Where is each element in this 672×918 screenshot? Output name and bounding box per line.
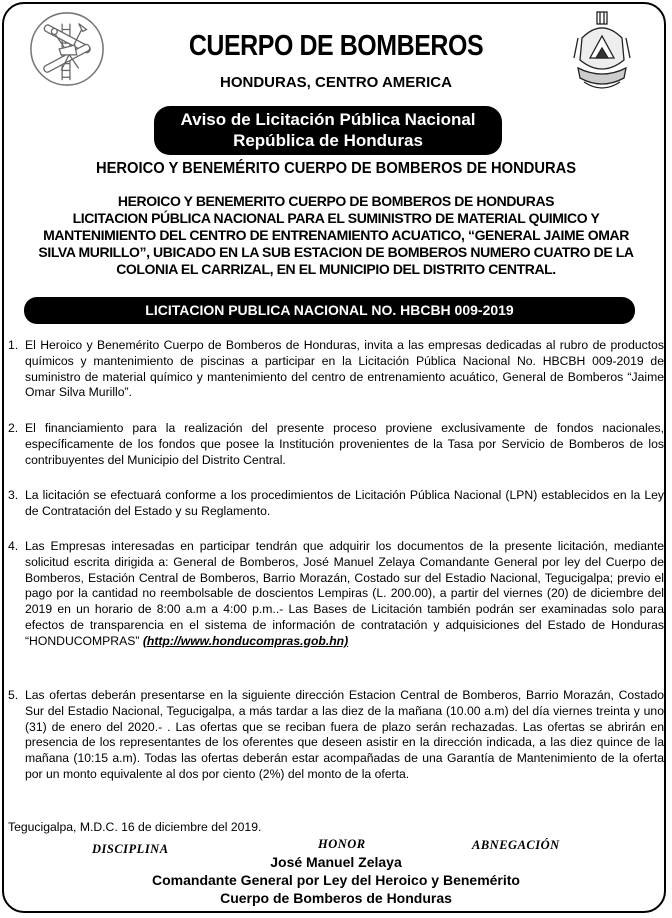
notice-banner-line2: República de Honduras	[233, 131, 423, 150]
signatory-title-line1: Comandante General por Ley del Heroico y Benemérito	[152, 872, 520, 888]
paragraph-text: Las ofertas deberán presentarse en la siguiente dirección Estacion Central de Bomberos, Barrio Morazán, Costado Sur del Estadio Nacional, Tegucigalpa, a más tardar a las diez de la mañana (10.00 a.m) del día viernes treinta y uno (31) de enero del 2020.- . Las ofertas que se reciban fuera de plazo serán rechazadas. Las ofertas se abrirán en presencia de los representantes de los oferentes que deseen asistir en la dirección indicada, a las diez quince de la mañana (10:15 a.m). Todas las ofertas deberán estar acompañadas de una Garantía de Mantenimiento de la oferta por un monto equivalente al dos por ciento (2%) del monto de la oferta.	[25, 688, 664, 781]
honducompras-link[interactable]: (http://www.honducompras.gob.hn)	[142, 633, 349, 648]
motto-disciplina: DISCIPLINA	[92, 842, 169, 856]
paragraph-body: Las Empresas interesadas en participar tendrán que adquirir los documentos de la presente licitación, mediante solicitud escrita dirigida a: General de Bomberos, José Manuel Zelaya Comandante General por ley del Cuerpo de Bomberos, Estación Central de Bomberos, Barrio Morazán, Costado sur del Estadio Nacional, Tegucigalpa; previo el pago por la cantidad no reembolsable de doscientos Lempiras (L. 200.00), a partir del viernes (20) de diciembre del 2019 en un horario de 8:00 a.m a 4:00 p.m..- Las Bases de Licitación también podrán ser examinadas solo para efectos de transparencia en el sistema de información de contratación y adquisiciones del Estado de Honduras “HONDUCOMPRAS”	[25, 539, 664, 648]
paragraph-text: El financiamiento para la realización del presente proceso proviene exclusivamente de fondos nacionales, específicamente de los fondos que posee la Institución provenientes de la Tasa por Servicio de Bomberos de los contribuyentes del Municipio del Distrito Central.	[25, 421, 664, 467]
paragraph-3	[8, 488, 664, 520]
motto-honor: HONOR	[318, 837, 366, 851]
notice-banner-line1: Aviso de Licitación Pública Nacional	[180, 110, 476, 129]
tender-heading-line: SILVA MURILLO”, UBICADO EN LA SUB ESTACION DE BOMBEROS NUMERO CUATRO DE LA	[38, 244, 634, 260]
place-and-date: Tegucigalpa, M.D.C. 16 de diciembre del 2019.	[8, 820, 262, 834]
paragraph-number: 2.	[8, 421, 19, 435]
tender-heading-line: LICITACION PÚBLICA NACIONAL PARA EL SUMINISTRO DE MATERIAL QUIMICO Y	[72, 210, 600, 226]
paragraph-number: 1.	[8, 338, 19, 352]
signatory-title-line2: Cuerpo de Bomberos de Honduras	[220, 890, 452, 906]
signatory-name: José Manuel Zelaya	[270, 854, 402, 870]
paragraph-text	[25, 539, 664, 650]
paragraph-5	[8, 688, 664, 783]
motto-abnegacion: ABNEGACIÓN	[472, 838, 560, 852]
tender-heading-line: COLONIA EL CARRIZAL, EN EL MUNICIPIO DEL DISTRITO CENTRAL.	[116, 261, 556, 277]
organization-subtitle: HONDURAS, CENTRO AMERICA	[220, 74, 452, 91]
paragraph-text: La licitación se efectuará conforme a los procedimientos de Licitación Pública Nacional (LPN) establecidos en la Ley de Contratación del Estado y su Reglamento.	[25, 488, 664, 518]
tender-number-banner: LICITACION PUBLICA NACIONAL NO. HBCBH 009-2019	[24, 297, 635, 324]
institution-heading: HEROICO Y BENEMÉRITO CUERPO DE BOMBEROS DE HONDURAS	[95, 160, 577, 177]
paragraph-text: El Heroico y Benemérito Cuerpo de Bomberos de Honduras, invita a las empresas dedicadas al rubro de productos químicos y mantenimiento de piscinas a participar en la Licitación Pública Nacional No. HBCBH 009-2019 de suministro de material químico y mantenimiento del centro de entrenamiento acuático, General de Bomberos “Jaime Omar Silva Murillo”.	[25, 338, 664, 400]
notice-banner	[154, 106, 502, 155]
tender-heading	[12, 193, 660, 278]
paragraph-1	[8, 338, 664, 401]
tender-heading-line: HEROICO Y BENEMERITO CUERPO DE BOMBEROS DE HONDURAS	[117, 193, 555, 209]
organization-title: CUERPO DE BOMBEROS	[188, 30, 484, 62]
paragraph-number: 4.	[8, 539, 19, 553]
paragraph-4	[8, 539, 664, 650]
paragraph-number: 5.	[8, 688, 19, 702]
paragraph-number: 3.	[8, 488, 19, 502]
paragraph-2	[8, 421, 664, 468]
tender-heading-line: MANTENIMIENTO DEL CENTRO DE ENTRENAMIENTO ACUATICO, “GENERAL JAIME OMAR	[43, 227, 629, 243]
